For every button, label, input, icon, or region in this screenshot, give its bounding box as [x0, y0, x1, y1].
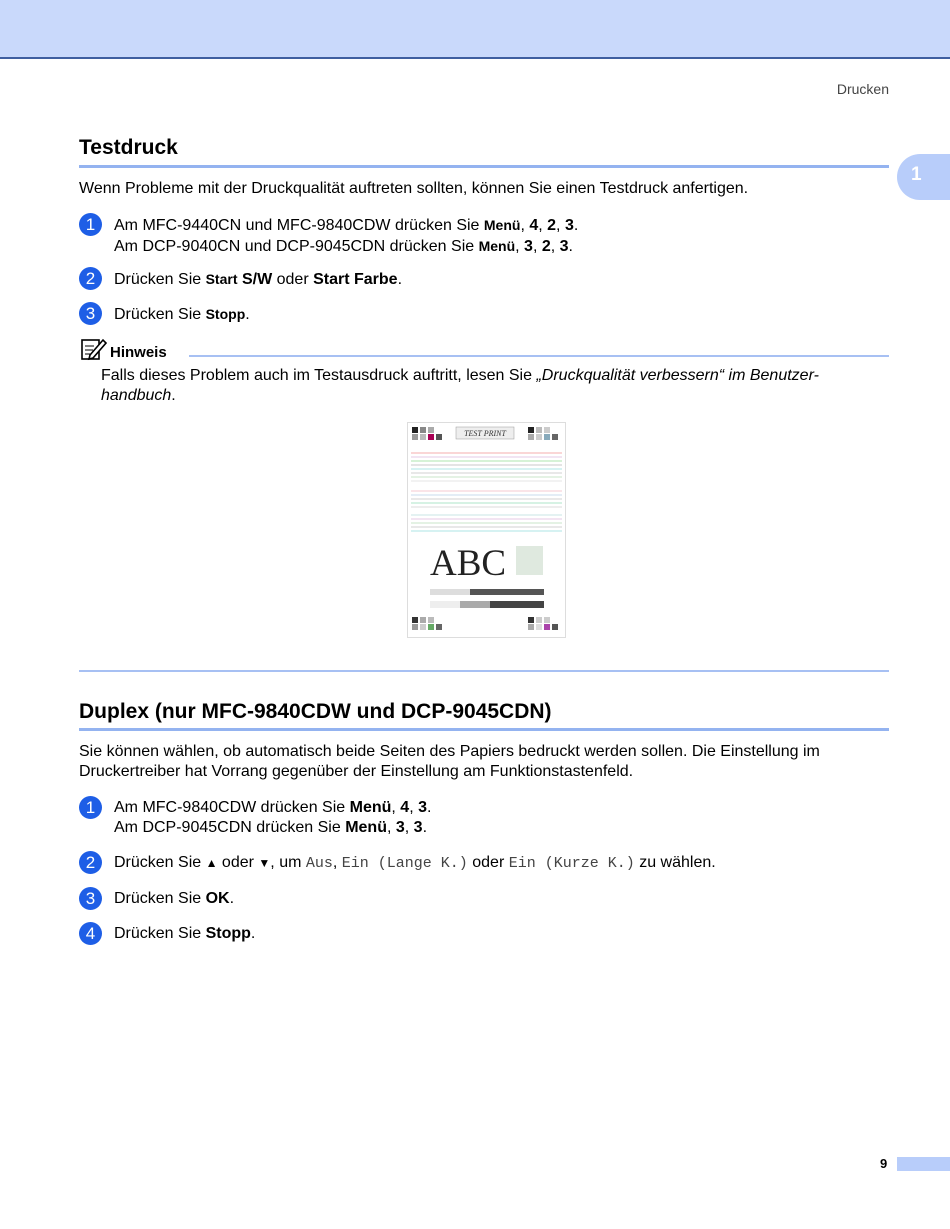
step-text: Am MFC-9840CDW drücken Sie Menü, 4, 3. Am DCP-9045CDN drücken Sie Menü, 3, 3. [114, 799, 432, 836]
step-number: 2 [79, 267, 102, 290]
note-header [81, 337, 889, 361]
step-text: Am MFC-9440CN und MFC-9840CDW drücken Sie Menü, 4, 2, 3. Am DCP-9040CN und DCP-9045CDN drücken Sie Menü, 3, 2, 3. [114, 217, 579, 255]
testdruck-intro: Wenn Probleme mit der Druckqualität auftreten sollten, können Sie einen Testdruck anfertigen. [79, 180, 749, 197]
step-number: 2 [79, 851, 102, 874]
section-header: Drucken [836, 81, 889, 97]
step-text: Drücken Sie ▲ oder ▼, um Aus, Ein (Lange K.) oder Ein (Kurze K.) zu wählen. [114, 854, 716, 872]
note-text: Falls dieses Problem auch im Testausdruck auftritt, lesen Sie „Druckqualität verbessern“ im Benutzer-handbuch. [101, 367, 819, 404]
step-text: Drücken Sie OK. [114, 890, 235, 907]
header-band [0, 0, 950, 59]
test-print-illustration [408, 423, 565, 637]
page-tab [897, 1157, 950, 1171]
note-pencil-icon [81, 337, 107, 361]
test-print-abc: ABC [430, 543, 507, 584]
chapter-tab [897, 154, 950, 200]
duplex-intro: Sie können wählen, ob automatisch beide Seiten des Papiers bedruckt werden sollen. Die Einstellung im Druckertreiber hat Vorrang gegenüber der Einstellung am Funktionstastenfeld. [79, 743, 820, 780]
step-text: Drücken Sie Start S/W oder Start Farbe. [114, 271, 403, 288]
step-number: 4 [79, 922, 102, 945]
title-rule [79, 728, 889, 731]
section-divider [79, 670, 889, 672]
step-text: Drücken Sie Stopp. [114, 925, 256, 942]
note-label: Hinweis [110, 344, 167, 361]
title-rule [79, 165, 889, 168]
section-title-testdruck: Testdruck [79, 136, 178, 159]
chapter-number: 1 [911, 164, 922, 185]
page-number: 9 [880, 1156, 888, 1171]
note-rule [189, 355, 889, 357]
section-title-duplex: Duplex (nur MFC-9840CDW und DCP-9045CDN) [79, 700, 552, 723]
test-print-image [407, 422, 566, 638]
down-arrow-icon: ▼ [258, 856, 271, 870]
step-number: 1 [79, 213, 102, 236]
step-number: 3 [79, 302, 102, 325]
step-text: Drücken Sie Stopp. [114, 306, 250, 323]
step-number: 1 [79, 796, 102, 819]
test-print-label: TEST PRINT [464, 429, 506, 438]
up-arrow-icon: ▲ [205, 856, 218, 870]
step-number: 3 [79, 887, 102, 910]
